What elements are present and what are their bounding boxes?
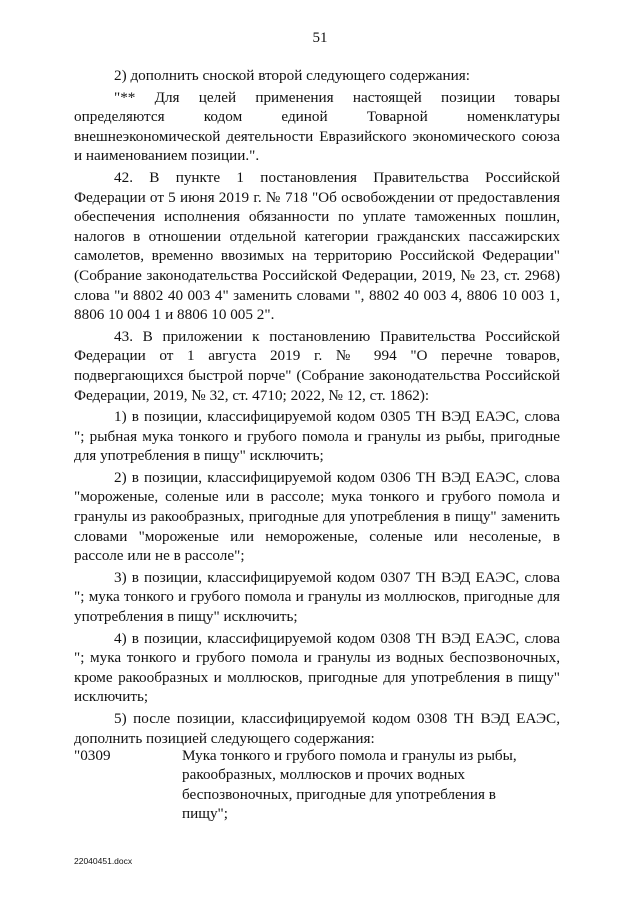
paragraph-subitem-2: 2) в позиции, классифицируемой кодом 0306 ТН ВЭД ЕАЭС, слова "мороженые, соленые или в рассоле; мука тонкого и грубого помола и гранулы из ракообразных, пригодные для употребления в пищу" заменить словами "мороженые или немороженые, соленые или несоленые, в рассоле или не в рассоле";	[74, 468, 560, 565]
paragraph-footnote-text: "** Для целей применения настоящей позиции товары определяются кодом единой Товарной номенклатуры внешнеэкономической деятельности Евразийского экономического союза и наименованием позиции.".	[74, 88, 560, 165]
paragraph-item-43: 43. В приложении к постановлению Правительства Российской Федерации от 1 августа 2019 г. № 994 "О перечне товаров, подвергающихся быстрой порче" (Собрание законодательства Российской Федерации, 2019, № 32, ст. 4710; 2022, № 12, ст. 1862):	[74, 327, 560, 404]
table-row-code: "0309	[74, 747, 111, 764]
paragraph-subitem-1: 1) в позиции, классифицируемой кодом 0305 ТН ВЭД ЕАЭС, слова "; рыбная мука тонкого и грубого помола и гранулы из рыбы, пригодные для употребления в пищу" исключить;	[74, 408, 560, 465]
document-body	[74, 66, 560, 750]
table-row-description: Мука тонкого и грубого помола и гранулы из рыбы, ракообразных, моллюсков и прочих водных беспозвоночных, пригодные для употребления в пищу";	[182, 747, 517, 823]
paragraph-subitem-3: 3) в позиции, классифицируемой кодом 0307 ТН ВЭД ЕАЭС, слова "; мука тонкого и грубого помола и гранулы из моллюсков, пригодные для употребления в пищу" исключить;	[74, 568, 560, 626]
paragraph-item-42: 42. В пункте 1 постановления Правительства Российской Федерации от 5 июня 2019 г. № 718 "Об освобождении от предоставления обеспечения исполнения обязанности по уплате таможенных пошлин, налогов в отношении отдельной категории гражданских пассажирских самолетов, временно ввозимых на территорию Российской Федерации" (Собрание законодательства Российской Федерации, 2019, № 23, ст. 2968) слова "и 8802 40 003 4" заменить словами ", 8802 40 003 4, 8806 10 003 1, 8806 10 004 1 и 8806 10 005 2".	[74, 168, 560, 324]
paragraph-subitem-5: 5) после позиции, классифицируемой кодом 0308 ТН ВЭД ЕАЭС, дополнить позицией следующего содержания:	[74, 710, 560, 747]
paragraph-subitem-4: 4) в позиции, классифицируемой кодом 0308 ТН ВЭД ЕАЭС, слова "; мука тонкого и грубого помола и гранулы из водных беспозвоночных, кроме ракообразных и моллюсков, пригодные для употребления в пищу" исключить;	[74, 629, 560, 706]
paragraph-footnote-intro: 2) дополнить сноской второй следующего содержания:	[114, 67, 470, 84]
page-number: 51	[312, 30, 328, 46]
footer-filename: 22040451.docx	[74, 856, 133, 866]
